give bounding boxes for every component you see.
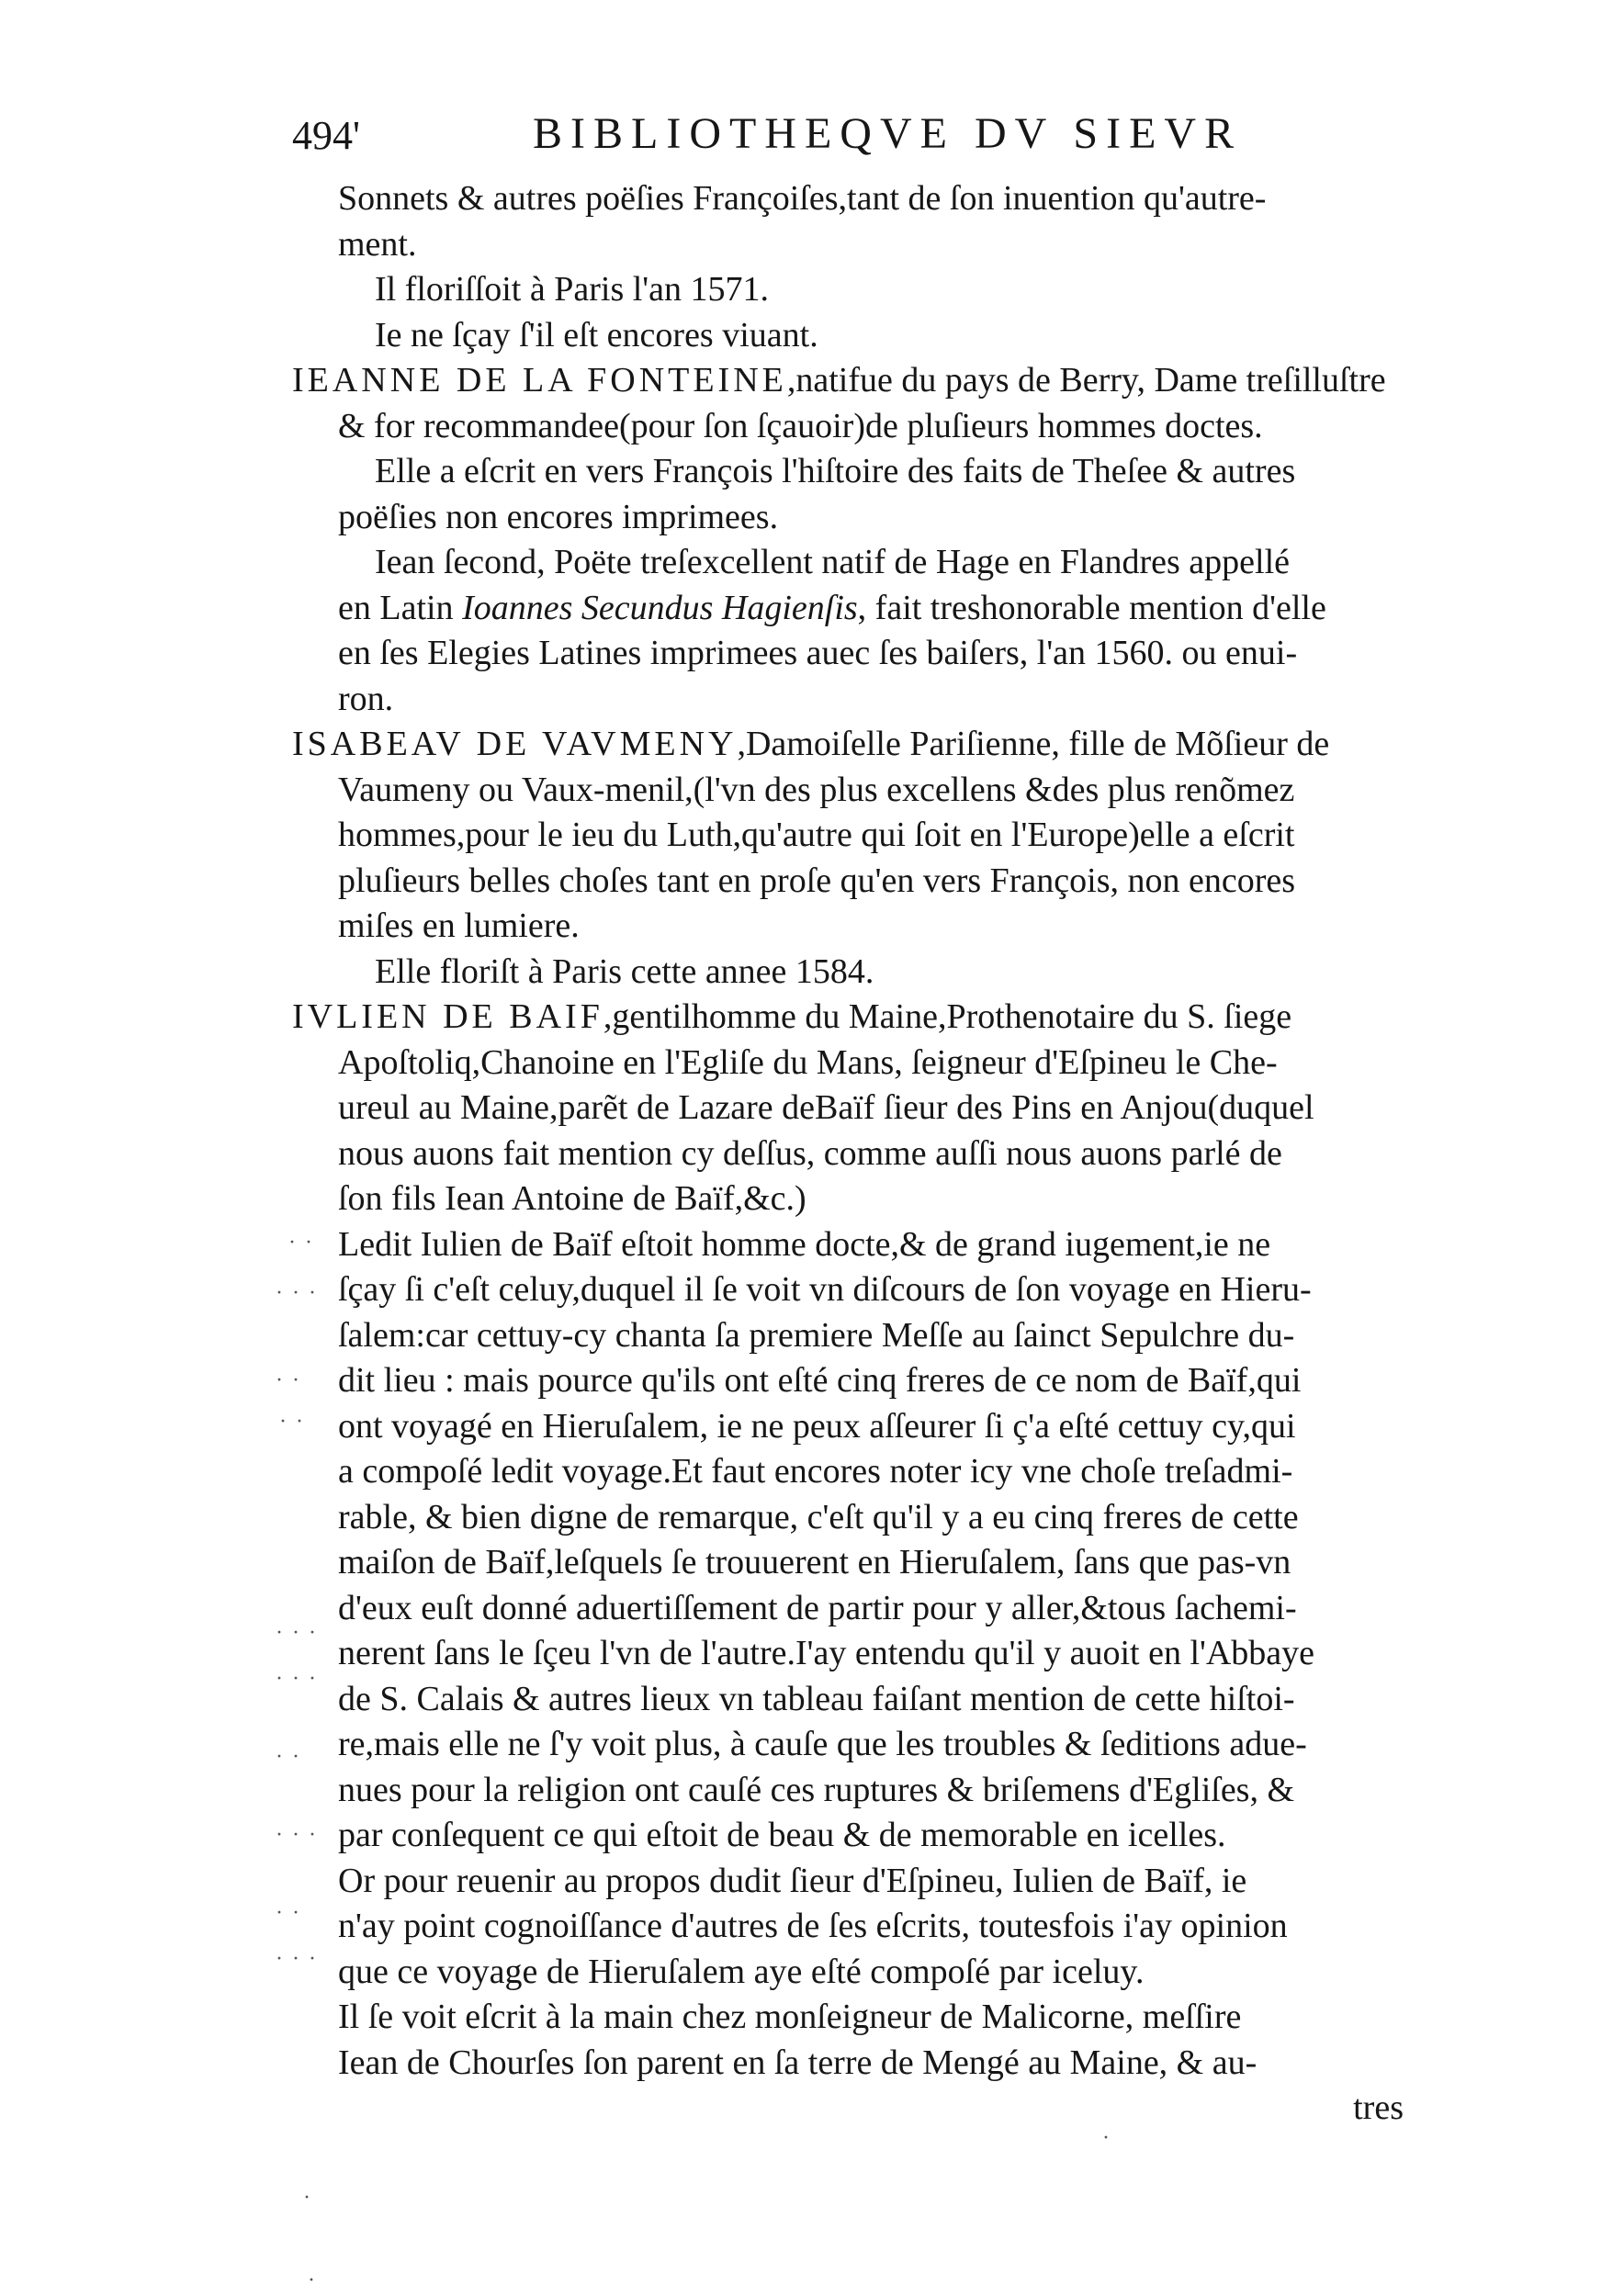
text-run: ſalem:car cettuy-cy chanta ſa premiere Meſſe au ſainct Sepulchre du- [338,1315,1295,1355]
text-run: , fait treshonorable mention d'elle [857,588,1326,627]
text-run: nous auons fait mention cy deſſus, comme auſſi nous auons parlé de [338,1133,1282,1173]
text-line [292,313,1411,359]
text-run: poëſies non encores imprimees. [338,497,779,536]
ink-speck: · · · [276,1947,318,1971]
page-number: 494' [292,113,360,158]
text-line [292,495,1411,541]
text-line [292,1222,1411,1268]
text-run: ont voyagé en Hieruſalem, ie ne peux aſſeurer ſi ç'a eſté cettuy cy,qui [338,1406,1296,1446]
text-run: ſon fils Iean Antoine de Baïf,&c.) [338,1179,806,1218]
text-run: dit lieu : mais pource qu'ils ont eſté cinq freres de ce nom de Baïf,qui [338,1361,1302,1400]
text-run: en ſes Elegies Latines imprimees auec ſes baiſers, l'an 1560. ou enui- [338,634,1298,672]
text-line [292,1131,1411,1177]
ink-speck: · · [279,1410,305,1434]
text-line [292,1586,1411,1632]
text-run: Il ſe voit eſcrit à la main chez monſeigneur de Malicorne, meſſire [338,1998,1242,2036]
ink-speck: · [303,2186,312,2210]
text-run: ,gentilhomme du Maine,Prothenotaire du S. ſiege [603,997,1292,1036]
text-line [292,1540,1411,1586]
text-line [292,1449,1411,1495]
text-run: ,natifue du pays de Berry, Dame treſilluſtre [786,361,1386,400]
text-run: Sonnets & autres poëſies Françoiſes,tant de ſon inuention qu'autre- [338,179,1267,218]
text-run: Ie ne ſçay ſ'il eſt encores viuant. [375,315,818,355]
text-run: Vaumeny ou Vaux-menil,(l'vn des plus excellens &des plus renõmez [338,770,1295,809]
ink-speck: · · [276,1368,301,1392]
text-line [292,1176,1411,1222]
ink-speck: · · [288,1231,314,1255]
text-run: Iean ſecond, Poëte treſexcellent natif de Hage en Flandres appellé [375,543,1290,581]
text-line [292,904,1411,950]
text-line [292,540,1411,586]
ink-speck: · · · [276,1823,318,1847]
text-run: en Latin [338,588,463,627]
ink-speck: · · [276,1901,301,1925]
ink-speck: · · [276,1745,301,1769]
text-line [292,1813,1411,1859]
text-run: re,mais elle ne ſ'y voit plus, à cauſe que les troubles & ſeditions adue- [338,1725,1307,1763]
page-header [292,108,1293,173]
text-line [292,1313,1411,1359]
body-text [292,176,1411,2132]
text-run: a compoſé ledit voyage.Et faut encores noter icy vne choſe treſadmi- [338,1452,1293,1491]
text-run: de S. Calais & autres lieux vn tableau faiſant mention de cette hiſtoi- [338,1679,1295,1718]
text-line [292,586,1411,632]
text-run: Ledit Iulien de Baïf eſtoit homme docte,& de grand iugement,ie ne [338,1224,1271,1264]
ink-speck: · [1102,2126,1111,2150]
ink-speck: · · · [276,1621,318,1645]
text-line [292,950,1411,996]
text-line [292,2041,1411,2087]
text-line [292,222,1411,268]
text-line [292,1086,1411,1131]
text-line [292,1768,1411,1814]
ink-speck: · · · [276,1281,318,1305]
entry-name: IVLIEN DE BAIF [292,997,603,1036]
text-line [292,631,1411,677]
ink-speck: · [308,2268,317,2292]
text-line [292,1859,1411,1905]
text-line [292,1404,1411,1450]
text-line [292,1358,1411,1404]
running-title: BIBLIOTHEQVE DV SIEVR [533,109,1243,158]
text-line [292,1950,1411,1996]
text-run: nerent ſans le ſçeu l'vn de l'autre.I'ay entendu qu'il y auoit en l'Abbaye [338,1634,1315,1672]
text-run: maiſon de Baïf,leſquels ſe trouuerent en Hieruſalem, ſans que pas-vn [338,1543,1291,1581]
text-line [292,1495,1411,1541]
text-line [292,404,1411,450]
text-run: tres [1353,2088,1404,2127]
text-line [292,1995,1411,2041]
text-line [292,358,1411,404]
text-run: Iean de Chourſes ſon parent en ſa terre de Mengé au Maine, & au- [338,2043,1257,2082]
text-run: ment. [338,224,417,264]
text-run: ron. [338,679,394,718]
text-run: Elle floriſt à Paris cette annee 1584. [375,951,874,991]
catchword [292,2086,1411,2132]
text-line [292,176,1411,222]
text-line [292,1041,1411,1086]
text-run: n'ay point cognoiſſance d'autres de ſes eſcrits, toutesfois i'ay opinion [338,1907,1288,1945]
text-line [292,677,1411,723]
text-line [292,1631,1411,1677]
text-line [292,859,1411,905]
text-line [292,1722,1411,1768]
text-line [292,1267,1411,1313]
text-line [292,1904,1411,1950]
text-run: ureul au Maine,parẽt de Lazare deBaïf ſieur des Pins en Anjou(duquel [338,1088,1314,1127]
text-line [292,722,1411,768]
text-line [292,267,1411,313]
text-line [292,1677,1411,1723]
entry-name: IEANNE DE LA FONTEINE [292,361,787,400]
text-run: miſes en lumiere. [338,906,580,945]
text-run: Or pour reuenir au propos dudit ſieur d'Eſpineu, Iulien de Baïf, ie [338,1861,1247,1900]
text-run: Apoſtoliq,Chanoine en l'Egliſe du Mans, ſeigneur d'Eſpineu le Che- [338,1042,1278,1082]
text-run: Il floriſſoit à Paris l'an 1571. [375,270,770,309]
text-run: Elle a eſcrit en vers François l'hiſtoire des faits de Theſee & autres [375,452,1296,490]
text-line [292,768,1411,814]
text-run: ,Damoiſelle Pariſienne, fille de Mõſieur de [737,725,1330,763]
text-run: que ce voyage de Hieruſalem aye eſté compoſé par iceluy. [338,1952,1145,1991]
latin-name: Ioannes Secundus Hagienſis [462,588,858,627]
text-run: pluſieurs belles choſes tant en proſe qu'en vers François, non encores [338,861,1296,900]
text-run: nues pour la religion ont cauſé ces ruptures & briſemens d'Egliſes, & [338,1770,1295,1809]
text-run: hommes,pour le ieu du Luth,qu'autre qui ſoit en l'Europe)elle a eſcrit [338,816,1295,854]
text-line [292,813,1411,859]
text-line [292,995,1411,1041]
text-run: ſçay ſi c'eſt celuy,duquel il ſe voit vn diſcours de ſon voyage en Hieru- [338,1270,1312,1309]
text-run: d'eux euſt donné aduertiſſement de partir pour y aller,&tous ſachemi- [338,1588,1297,1627]
ink-speck: · · · [276,1667,318,1691]
text-run: par conſequent ce qui eſtoit de beau & de memorable en icelles. [338,1816,1226,1854]
text-run: rable, & bien digne de remarque, c'eſt qu'il y a eu cinq freres de cette [338,1497,1299,1536]
text-line [292,449,1411,495]
entry-name: ISABEAV DE VAVMENY [292,725,738,763]
text-run: & for recommandee(pour ſon ſçauoir)de pluſieurs hommes doctes. [338,406,1263,445]
